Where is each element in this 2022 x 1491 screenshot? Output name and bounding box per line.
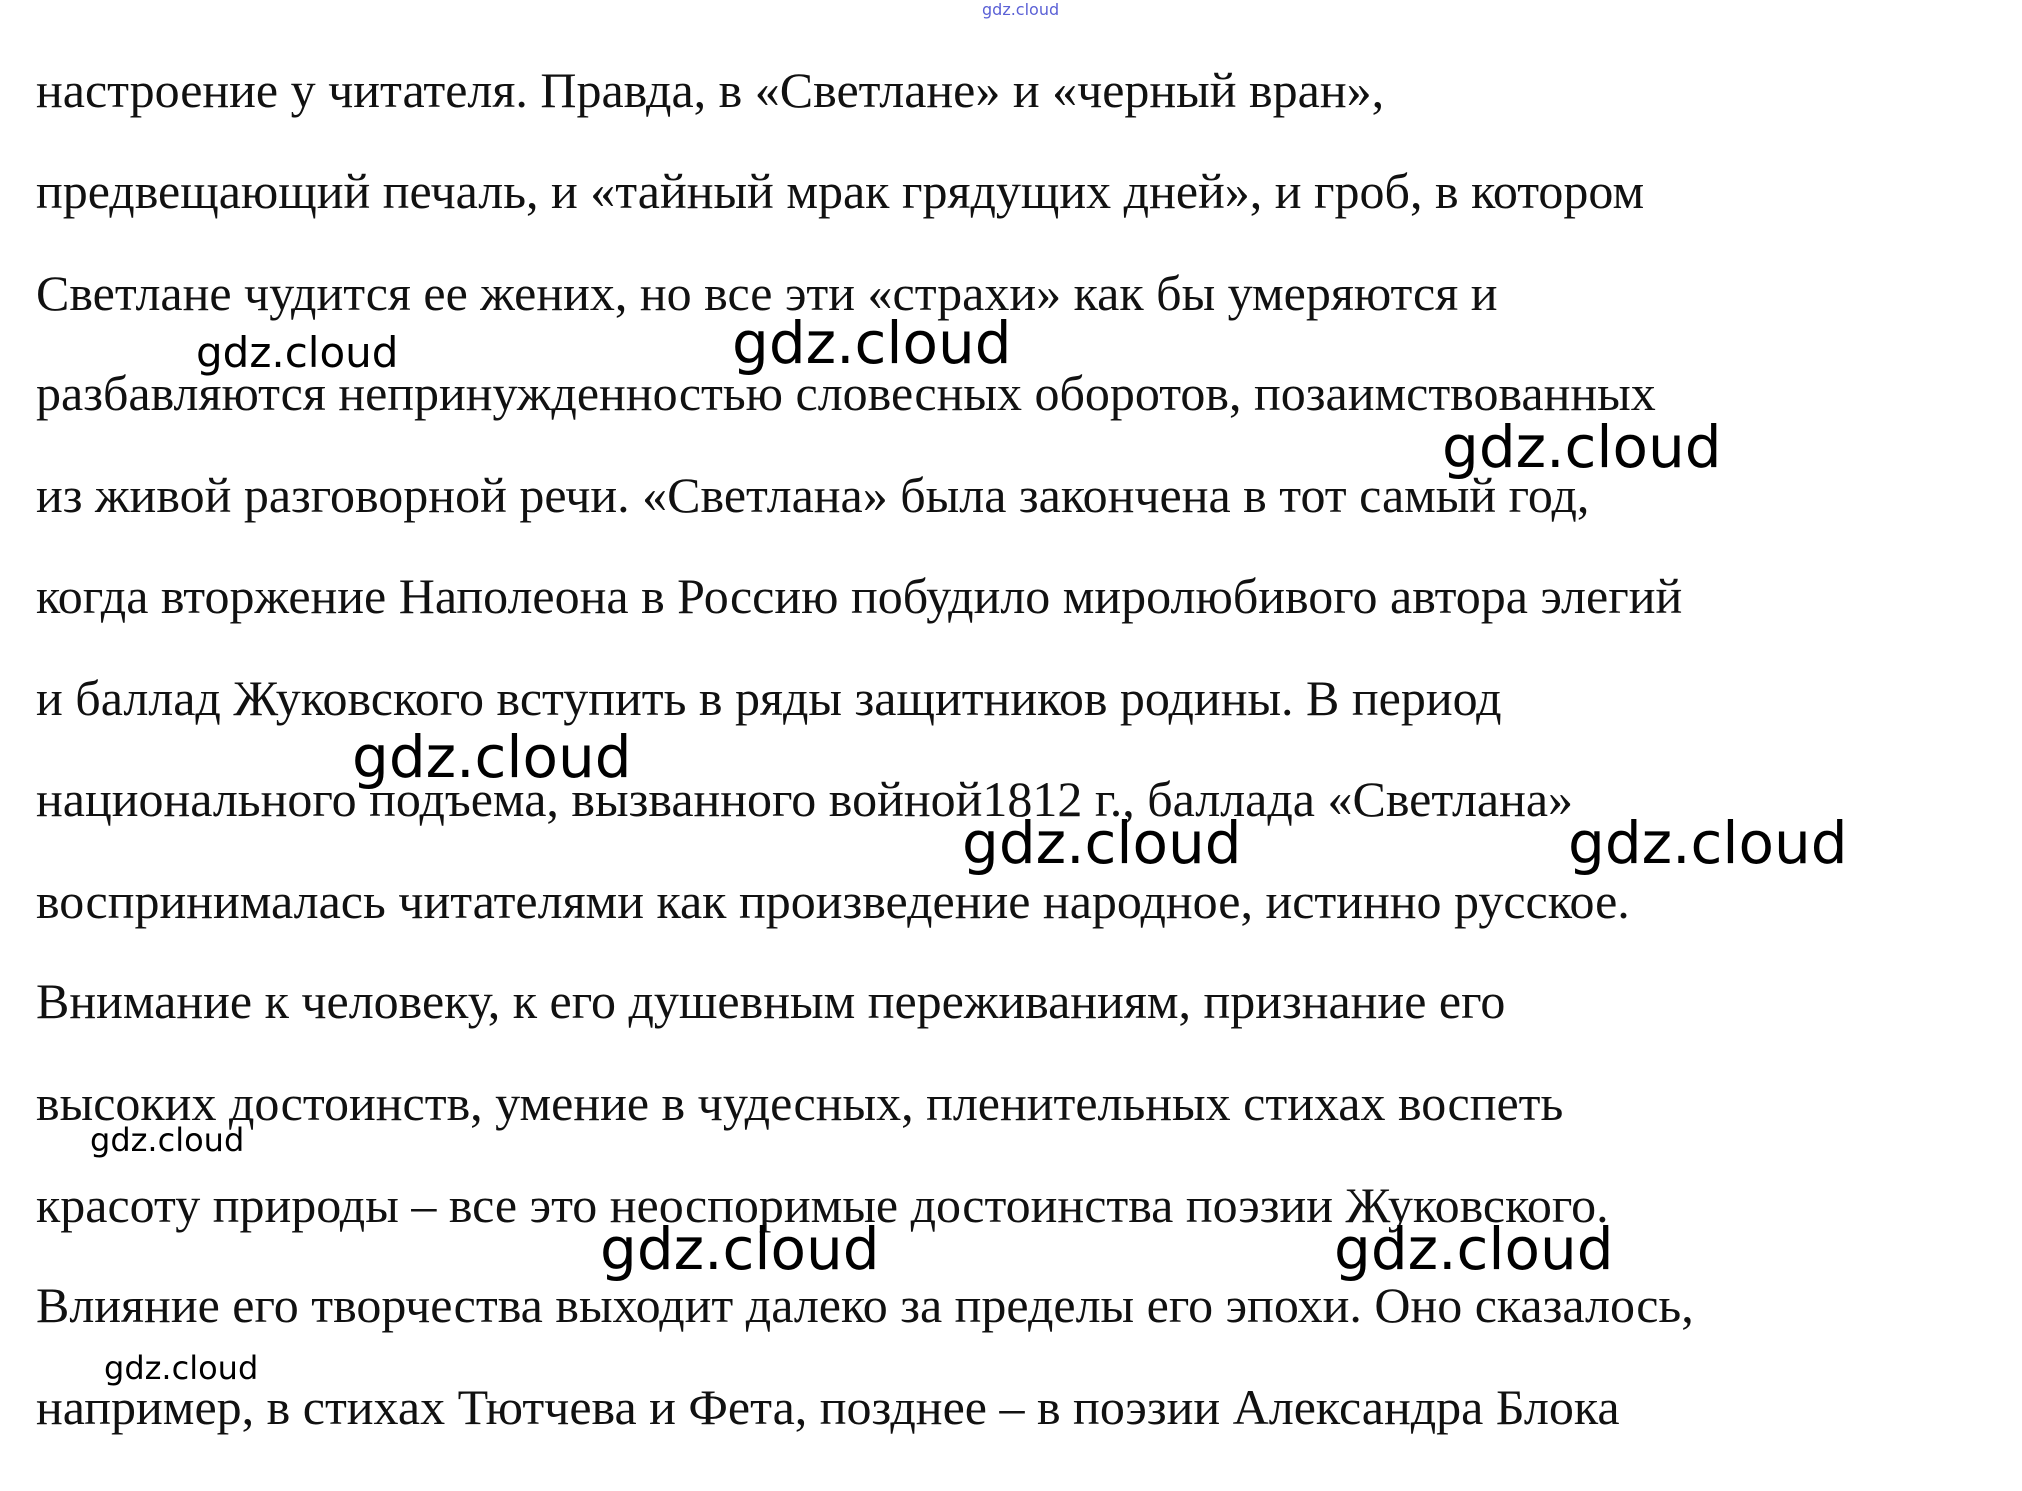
watermark: gdz.cloud — [962, 809, 1242, 877]
watermark: gdz.cloud — [90, 1121, 245, 1159]
watermark: gdz.cloud — [196, 328, 399, 377]
text-line-11: высоких достоинств, умение в чудесных, пленительных стихах воспеть — [36, 1075, 1564, 1131]
text-line-10: Внимание к человеку, к его душевным переживаниям, признание его — [36, 973, 1506, 1029]
text-line-5: из живой разговорной речи. «Светлана» была закончена в тот самый год, — [36, 467, 1590, 523]
text-line-4: разбавляются непринужденностью словесных оборотов, позаимствованных — [36, 365, 1656, 421]
watermark: gdz.cloud — [732, 309, 1012, 377]
watermark: gdz.cloud — [1334, 1215, 1614, 1283]
text-line-2: предвещающий печаль, и «тайный мрак грядущих дней», и гроб, в котором — [36, 163, 1645, 219]
text-line-14: например, в стихах Тютчева и Фета, позднее – в поэзии Александра Блока — [36, 1379, 1620, 1435]
watermark: gdz.cloud — [600, 1215, 880, 1283]
text-line-1: настроение у читателя. Правда, в «Светлане» и «черный вран», — [36, 62, 1385, 118]
text-line-8: национального подъема, вызванного войной1812 г., баллада «Светлана» — [36, 771, 1574, 827]
text-line-12: красоту природы – все это неоспоримые достоинства поэзии Жуковского. — [36, 1177, 1609, 1233]
text-line-9: воспринималась читателями как произведение народное, истинно русское. — [36, 873, 1630, 929]
watermark-top: gdz.cloud — [982, 0, 1060, 19]
watermark: gdz.cloud — [352, 723, 632, 791]
text-line-13: Влияние его творчества выходит далеко за пределы его эпохи. Оно сказалось, — [36, 1277, 1694, 1333]
watermark: gdz.cloud — [1568, 809, 1848, 877]
text-line-3: Светлане чудится ее жених, но все эти «страхи» как бы умеряются и — [36, 265, 1498, 321]
text-line-7: и баллад Жуковского вступить в ряды защитников родины. В период — [36, 670, 1502, 726]
watermark: gdz.cloud — [1442, 413, 1722, 481]
text-line-6: когда вторжение Наполеона в Россию побудило миролюбивого автора элегий — [36, 568, 1683, 624]
watermark: gdz.cloud — [104, 1349, 259, 1387]
